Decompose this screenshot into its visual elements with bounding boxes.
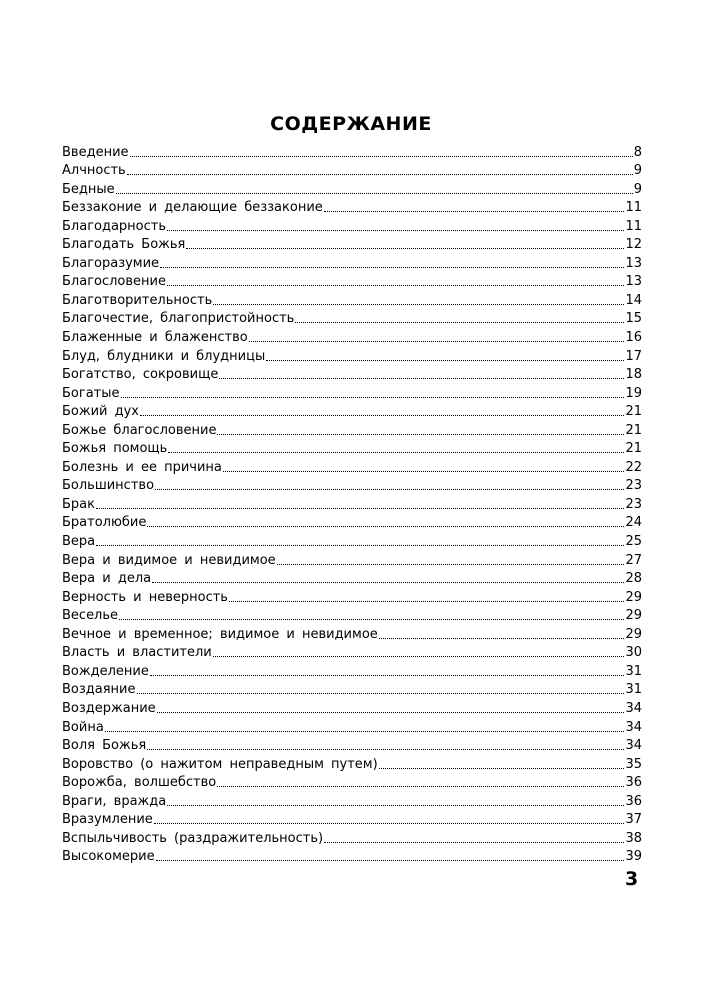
toc-entry-label: Божья помощь	[62, 441, 168, 457]
toc-entry-page: 13	[625, 255, 642, 271]
dot-leader	[167, 804, 624, 806]
toc-entry-label: Благотворительность	[62, 292, 213, 308]
toc-entry-page: 16	[625, 330, 642, 346]
toc-entry	[62, 326, 642, 345]
table-of-contents	[62, 141, 642, 864]
toc-entry	[62, 512, 642, 531]
toc-entry-page: 14	[625, 292, 642, 308]
dot-leader	[213, 303, 624, 305]
toc-entry-page: 11	[625, 200, 642, 216]
toc-entry	[62, 809, 642, 828]
toc-entry-label: Вспыльчивость (раздражительность)	[62, 830, 324, 846]
toc-entry-page: 37	[625, 812, 642, 828]
toc-entry-label: Вера и дела	[62, 571, 152, 587]
toc-entry-label: Война	[62, 719, 104, 735]
toc-entry-page: 15	[625, 311, 642, 327]
dot-leader	[154, 822, 625, 824]
dot-leader	[119, 618, 624, 620]
toc-entry-page: 9	[633, 163, 642, 179]
toc-entry	[62, 660, 642, 679]
toc-entry-page: 34	[625, 738, 642, 754]
page-number: 3	[625, 868, 639, 890]
toc-entry-label: Братолюбие	[62, 515, 147, 531]
toc-entry-page: 8	[633, 144, 642, 160]
toc-entry-label: Благоразумие	[62, 255, 160, 271]
toc-entry-page: 25	[625, 534, 642, 550]
dot-leader	[168, 451, 624, 453]
toc-entry-label: Вразумление	[62, 812, 153, 828]
toc-entry-label: Веселье	[62, 608, 119, 624]
toc-entry-label: Брак	[62, 496, 95, 512]
toc-entry-label: Воля Божья	[62, 738, 147, 754]
toc-entry	[62, 456, 642, 475]
toc-entry-label: Божий дух	[62, 404, 139, 420]
toc-entry	[62, 735, 642, 754]
dot-leader	[167, 284, 624, 286]
dot-leader	[147, 525, 624, 527]
dot-leader	[379, 637, 625, 639]
dot-leader	[217, 785, 624, 787]
toc-entry-page: 29	[625, 626, 642, 642]
toc-entry-label: Божье благословение	[62, 422, 217, 438]
dot-leader	[277, 563, 625, 565]
toc-entry	[62, 623, 642, 642]
toc-entry-page: 23	[625, 496, 642, 512]
dot-leader	[324, 210, 625, 212]
toc-entry-page: 27	[625, 552, 642, 568]
toc-entry-label: Богатые	[62, 385, 120, 401]
toc-entry	[62, 419, 642, 438]
toc-entry-label: Воровство (о нажитом неправедным путем)	[62, 756, 378, 772]
dot-leader	[152, 581, 624, 583]
dot-leader	[379, 767, 625, 769]
toc-entry-label: Вечное и временное; видимое и невидимое	[62, 626, 378, 642]
dot-leader	[140, 414, 624, 416]
toc-entry	[62, 530, 642, 549]
dot-leader	[130, 155, 633, 157]
toc-entry	[62, 772, 642, 791]
dot-leader	[157, 711, 625, 713]
toc-entry	[62, 160, 642, 179]
dot-leader	[217, 433, 624, 435]
dot-leader	[219, 377, 624, 379]
toc-entry	[62, 382, 642, 401]
toc-entry-page: 21	[625, 404, 642, 420]
toc-entry-label: Введение	[62, 144, 129, 160]
toc-entry	[62, 697, 642, 716]
dot-leader	[295, 321, 624, 323]
toc-entry-page: 23	[625, 478, 642, 494]
toc-entry	[62, 753, 642, 772]
toc-entry	[62, 234, 642, 253]
toc-entry-label: Вера и видимое и невидимое	[62, 552, 276, 568]
toc-entry	[62, 308, 642, 327]
toc-entry-label: Болезнь и ее причина	[62, 459, 222, 475]
toc-entry-page: 36	[625, 793, 642, 809]
toc-entry	[62, 141, 642, 160]
toc-entry-label: Воздержание	[62, 700, 156, 716]
toc-entry-page: 21	[625, 441, 642, 457]
toc-entry	[62, 493, 642, 512]
dot-leader	[96, 507, 624, 509]
toc-entry-page: 21	[625, 422, 642, 438]
toc-entry	[62, 475, 642, 494]
toc-entry-label: Враги, вражда	[62, 793, 167, 809]
toc-entry-label: Благодарность	[62, 218, 167, 234]
toc-entry-page: 11	[625, 218, 642, 234]
dot-leader	[127, 173, 633, 175]
toc-entry-page: 36	[625, 775, 642, 791]
toc-entry	[62, 345, 642, 364]
dot-leader	[186, 247, 624, 249]
dot-leader	[156, 859, 625, 861]
toc-entry	[62, 364, 642, 383]
dot-leader	[213, 655, 625, 657]
toc-entry-label: Блуд, блудники и блудницы	[62, 348, 266, 364]
toc-entry	[62, 568, 642, 587]
toc-entry-page: 13	[625, 274, 642, 290]
toc-entry-label: Благодать Божья	[62, 237, 186, 253]
toc-entry-label: Беззаконие и делающие беззаконие	[62, 200, 323, 216]
toc-entry-label: Ворожба, волшебство	[62, 775, 217, 791]
toc-entry	[62, 289, 642, 308]
toc-entry-label: Верность и неверность	[62, 589, 228, 605]
toc-entry-page: 28	[625, 571, 642, 587]
toc-entry-page: 31	[625, 663, 642, 679]
toc-entry	[62, 716, 642, 735]
toc-entry-page: 18	[625, 367, 642, 383]
toc-entry-label: Бедные	[62, 181, 115, 197]
toc-entry-label: Блаженные и блаженство	[62, 330, 248, 346]
toc-entry-label: Вера	[62, 534, 96, 550]
toc-entry-label: Благословение	[62, 274, 166, 290]
dot-leader	[324, 841, 624, 843]
toc-entry	[62, 401, 642, 420]
toc-entry	[62, 271, 642, 290]
toc-entry-page: 39	[625, 849, 642, 865]
toc-entry-page: 22	[625, 459, 642, 475]
toc-entry	[62, 790, 642, 809]
toc-entry-label: Алчность	[62, 163, 126, 179]
toc-entry	[62, 642, 642, 661]
toc-entry-page: 34	[625, 700, 642, 716]
dot-leader	[147, 748, 624, 750]
toc-entry-page: 38	[625, 830, 642, 846]
toc-entry-page: 34	[625, 719, 642, 735]
toc-entry-page: 19	[625, 385, 642, 401]
toc-entry-label: Вожделение	[62, 663, 149, 679]
toc-entry-label: Богатство, сокровище	[62, 367, 219, 383]
dot-leader	[150, 674, 625, 676]
dot-leader	[229, 600, 624, 602]
toc-entry	[62, 549, 642, 568]
toc-entry-page: 29	[625, 589, 642, 605]
toc-entry-page: 29	[625, 608, 642, 624]
dot-leader	[137, 692, 625, 694]
dot-leader	[167, 229, 624, 231]
dot-leader	[223, 470, 625, 472]
dot-leader	[105, 730, 625, 732]
toc-entry-label: Благочестие, благопристойность	[62, 311, 295, 327]
toc-entry	[62, 215, 642, 234]
page-title: СОДЕРЖАНИЕ	[270, 113, 432, 135]
toc-entry	[62, 438, 642, 457]
dot-leader	[160, 266, 624, 268]
toc-entry	[62, 252, 642, 271]
toc-entry-label: Большинство	[62, 478, 155, 494]
dot-leader	[116, 192, 633, 194]
toc-entry	[62, 197, 642, 216]
toc-entry	[62, 827, 642, 846]
toc-entry-page: 31	[625, 682, 642, 698]
toc-entry-label: Высокомерие	[62, 849, 155, 865]
toc-entry-page: 12	[625, 237, 642, 253]
toc-entry-page: 9	[633, 181, 642, 197]
toc-entry	[62, 178, 642, 197]
toc-entry	[62, 846, 642, 865]
toc-entry	[62, 586, 642, 605]
toc-entry-page: 24	[625, 515, 642, 531]
toc-entry	[62, 605, 642, 624]
toc-entry	[62, 679, 642, 698]
toc-entry-label: Воздаяние	[62, 682, 136, 698]
toc-entry-label: Власть и властители	[62, 645, 212, 661]
toc-entry-page: 30	[625, 645, 642, 661]
dot-leader	[155, 488, 624, 490]
dot-leader	[266, 359, 624, 361]
toc-entry-page: 17	[625, 348, 642, 364]
dot-leader	[249, 340, 625, 342]
dot-leader	[121, 396, 625, 398]
toc-entry-page: 35	[625, 756, 642, 772]
dot-leader	[96, 544, 624, 546]
